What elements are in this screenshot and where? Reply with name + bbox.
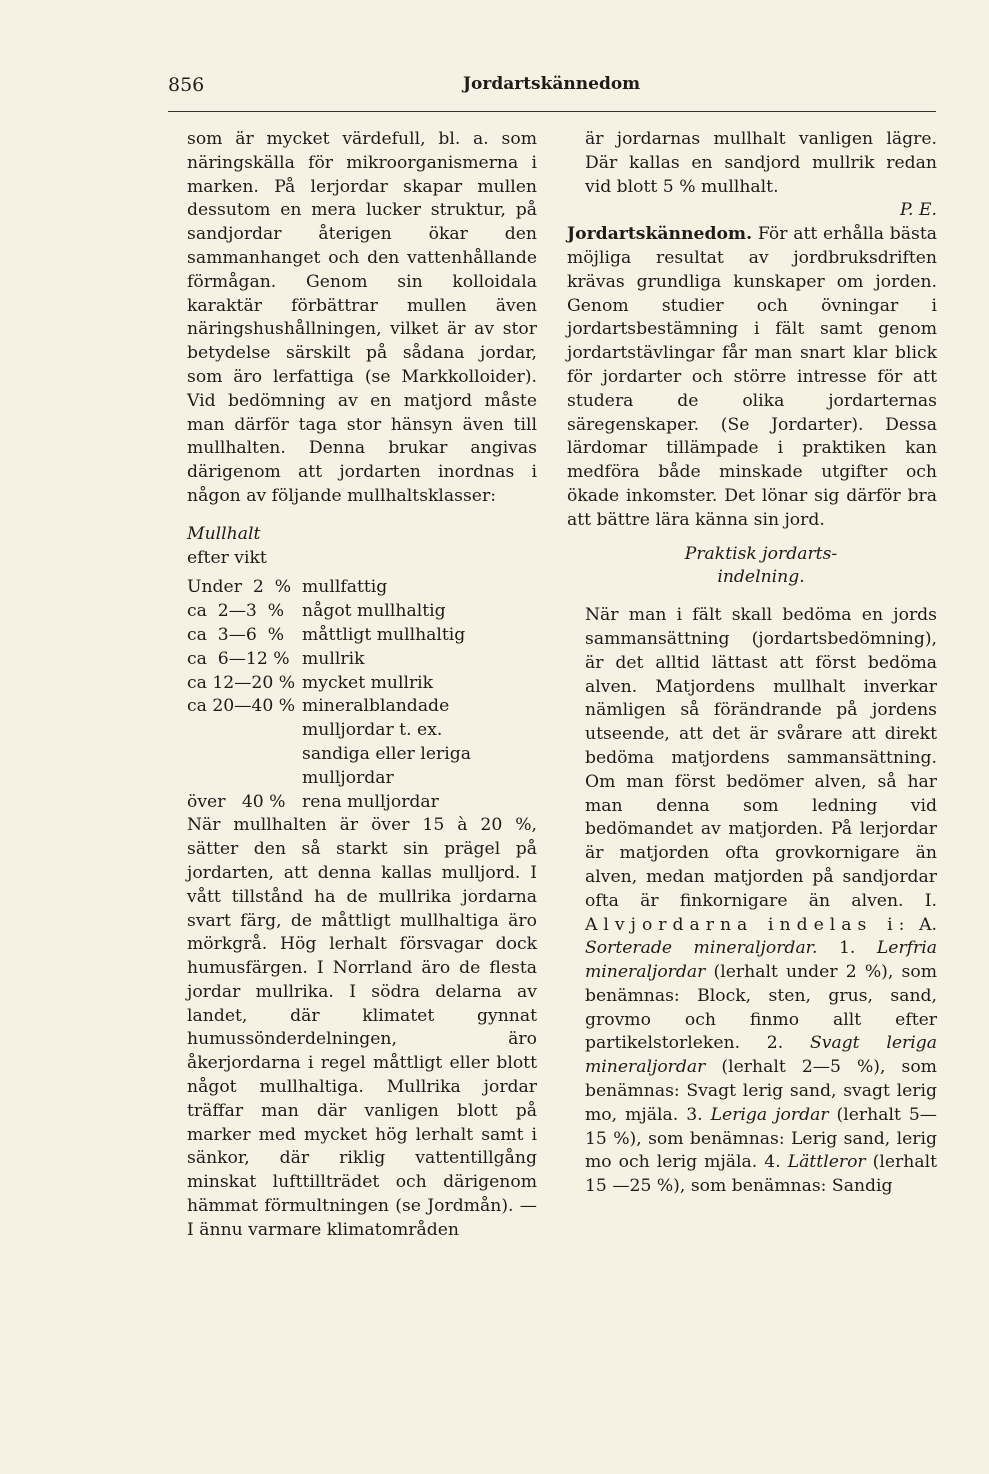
subheading-line-2: indelning.: [717, 567, 805, 588]
humus-class: mineralblandade mulljordar t. ex. sandiga eller leriga mulljordar: [302, 696, 471, 788]
text-1: 1.: [817, 938, 877, 959]
text-a: A.: [910, 914, 937, 935]
entry-text: För att erhålla bästa möjliga resultat av jordbruksdriften krävas grundliga kunskaper om jorden. Genom studier och övningar i jordartsbestämning i fält samt genom jordartstävlingar får man snart klar blick för jordarter och större intresse för att studera de olika jordarternas säregenskaper. (Se Jordarter). Dessa lärdomar tillämpade i praktiken kan medföra både minskade utgifter och ökade inkomster. Det lönar sig därför bra att bättre lära känna sin jord.: [567, 224, 937, 530]
text-3b: (lerhalt 5—15 %), som benämnas: Lerig sand, lerig mo och lerig mjäla. 4.: [585, 1104, 937, 1173]
humus-class-table: [187, 576, 537, 814]
table-row: [187, 600, 537, 624]
text-2b: (lerhalt 2—5 %), som benämnas: Svagt lerig sand, svagt lerig mo, mjäla. 3.: [585, 1057, 937, 1125]
humus-class: mullrik: [302, 648, 365, 669]
entry-headword: Jordartskännedom.: [567, 224, 753, 245]
italic-svagt-leriga: Svagt leriga mineraljordar: [585, 1033, 937, 1078]
right-paragraph-1: är jordarnas mullhalt vanligen lägre. Där kallas en sandjord mullrik redan vid blott 5 % mullhalt.: [585, 129, 937, 197]
table-row: [187, 791, 537, 815]
humus-class: rena mulljordar: [302, 791, 439, 812]
humus-range: ca 6—12 %: [187, 648, 290, 669]
text-1b: (lerhalt under 2 %), som benämnas: Block, sten, grus, sand, grovmo och finmo allt efter partikelstorleken. 2.: [585, 962, 937, 1054]
page-number: 856: [168, 74, 205, 96]
table-row: [187, 576, 537, 600]
page-header: [168, 74, 936, 102]
humus-table-heading: [187, 523, 537, 571]
spaced-phrase: Alvjordarna indelas i:: [585, 914, 911, 935]
humus-class: mycket mullrik: [302, 672, 434, 693]
left-column: [187, 128, 537, 1243]
humus-range: över 40 %: [187, 791, 286, 812]
humus-table-heading-1: Mullhalt: [187, 523, 261, 544]
encyclopedia-entry: [567, 223, 937, 532]
subheading-line-1: Praktisk jordarts-: [684, 543, 838, 564]
humus-range: ca 20—40 %: [187, 696, 296, 717]
humus-table-heading-2: efter vikt: [187, 547, 267, 568]
humus-range: ca 2—3 %: [187, 601, 285, 622]
italic-sorterade: Sorterade mineraljordar.: [585, 938, 818, 959]
italic-leriga-jordar: Leriga jordar: [710, 1104, 829, 1125]
header-rule: [168, 111, 936, 112]
humus-class: något mullhaltig: [302, 601, 446, 622]
humus-range: ca 12—20 %: [187, 672, 296, 693]
text-4b: (lerhalt 15 —25 %), som benämnas: Sandig: [585, 1152, 937, 1197]
table-row: [187, 648, 537, 672]
humus-range: ca 3—6 %: [187, 624, 285, 645]
humus-class: måttligt mullhaltig: [302, 624, 466, 645]
left-paragraph-2: När mullhalten är över 15 à 20 %, sätter den så starkt sin prägel på jordarten, att denna kallas mulljord. I vått tillstånd ha de mullrika jordarna svart färg, de måttligt mullhaltiga äro mörkgrå. Hög lerhalt försvagar dock humusfärgen. I Norrland äro de flesta jordar mullrika. I södra delarna av landet, där klimatet gynnat humussönderdelningen, äro åkerjordarna i regel måttligt eller blott något mullhaltiga. Mullrika jordar träffar man där vanligen blott på marker med mycket hög lerhalt samt i sänkor, där riklig vattentillgång minskat lufttillträdet och därigenom hämmat förmultningen (se Jordmån). — I ännu varmare klimatområden: [187, 815, 537, 1240]
humus-range: Under 2 %: [187, 577, 292, 598]
table-row: [187, 695, 537, 790]
table-row: [187, 624, 537, 648]
italic-lerfria: Lerfria mineraljordar: [585, 938, 937, 983]
section-subheading: [585, 543, 937, 591]
italic-lattleror: Lättleror: [787, 1152, 866, 1173]
table-row: [187, 672, 537, 696]
author-signature: P. E.: [899, 200, 937, 221]
humus-class: mullfattig: [302, 577, 388, 598]
paragraph-text: När man i fält skall bedöma en jords sammansättning (jordartsbedömning), är det alltid lättast att först bedöma alven. Matjordens mullhalt inverkar nämligen så förändrande på jordens utseende, att det är svårare att direkt bedöma matjordens sammansättning. Om man först bedömer alven, så har man denna som ledning vid bedömandet av matjorden. På lerjordar är matjorden ofta grovkornigare än alven, medan matjorden på sandjordar ofta är finkornigare än alven. I.: [585, 605, 937, 911]
right-column: [567, 128, 937, 1199]
running-title: Jordartskännedom: [463, 74, 641, 94]
left-paragraph-1: som är mycket värdefull, bl. a. som näringskälla för mikroorganismerna i marken. På lerjordar skapar mullen dessutom en mera lucker struktur, på sandjordar återigen ökar den sammanhanget och den vattenhållande förmågan. Genom sin kolloidala karaktär förbättrar mullen även näringshushållningen, vilket är av stor betydelse särskilt på sådana jordar, som äro lerfattiga (se Markkolloider). Vid bedömning av en matjord måste man därför taga stor hänsyn även till mullhalten. Denna brukar angivas därigenom att jordarten inordnas i någon av följande mullhaltsklasser:: [187, 129, 537, 506]
right-paragraph-3: [585, 604, 937, 1199]
